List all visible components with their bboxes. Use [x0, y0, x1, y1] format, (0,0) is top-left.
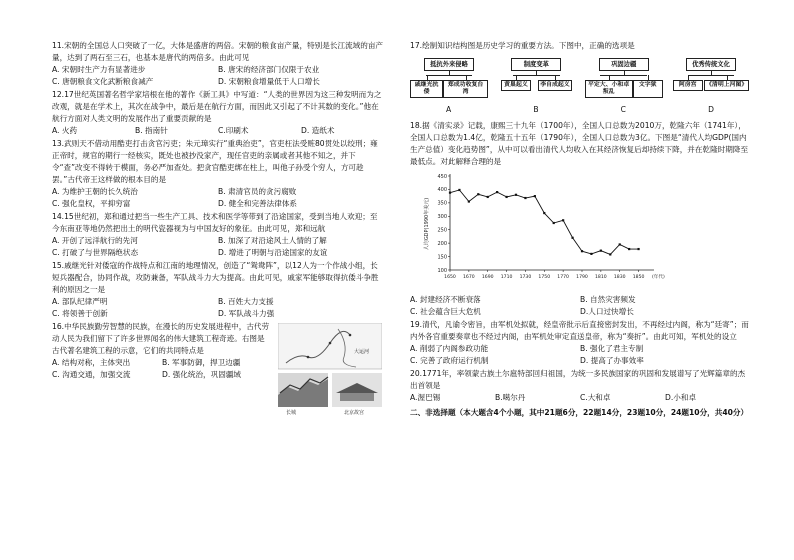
question-15 — [52, 260, 384, 320]
diagram-child: 阿房宫 — [673, 80, 703, 91]
option-b[interactable]: B. 自然灾害频发 — [580, 294, 636, 304]
x-tick-label: 1830 — [613, 274, 626, 280]
y-tick-label: 400 — [437, 187, 447, 194]
question-stem: 14.15世纪初，郑和通过把当一些生产工具、技术和医学等带到了沿途国家，受到当地人欢迎；至今东南亚等地仍然把出土的明代瓷器视为与中国友好的象征。由此可见，郑和远航 — [52, 211, 378, 233]
option-b[interactable]: B. 百姓大力支援 — [218, 296, 274, 306]
canal-map-frame — [278, 323, 382, 369]
diagram-child: 《清明上河图》 — [704, 80, 749, 91]
option-b[interactable]: B. 指南针 — [135, 125, 168, 135]
option-d[interactable]: D.人口过快增长 — [580, 306, 634, 316]
question-stem: 11.宋朝的全国总人口突破了一亿，大体是盛唐的两倍。宋朝的粮食亩产量，特别是长江流域的亩产量，达到了两石至三石，也基本是唐代的两倍多。由此可见 — [52, 41, 384, 62]
option-d[interactable]: D. 军队战斗力强 — [218, 308, 275, 318]
chart-xlabel: (年代) — [652, 274, 665, 280]
options — [410, 294, 750, 318]
option-d[interactable]: D. 强化统治，巩固疆域 — [162, 369, 242, 379]
diagram-top: 巩固边疆 — [599, 58, 649, 71]
data-point — [524, 197, 526, 199]
data-point — [505, 196, 507, 198]
chart-series — [449, 189, 640, 256]
option-c[interactable]: C.大和卓 — [580, 392, 611, 402]
y-tick-label: 100 — [437, 267, 447, 274]
options — [410, 392, 750, 404]
option-c[interactable]: C. 完善了政府运行机制 — [410, 355, 489, 365]
x-tick-label: 1810 — [595, 274, 607, 280]
option-a[interactable]: A. 部队纪律严明 — [52, 296, 108, 306]
diagram-child: 黄巢起义 — [501, 80, 531, 91]
question-stem: 20.1771年，率领蒙古族土尔扈特部回归祖国，为统一多民族国家的巩固和发展谱写了光辉篇章的杰出首领是 — [410, 368, 746, 390]
data-point — [619, 243, 621, 245]
option-a[interactable]: A. 宋朝时生产力有显著进步 — [52, 64, 146, 74]
options — [52, 357, 272, 381]
question-stem: 16.中华民族勤劳智慧的民族，在漫长的历史发展进程中，古代劳动人民为我们留下了许多世界闻名的伟大建筑工程奇迹。右图是古代著名建筑工程的示意，它们的共同特点是 — [52, 321, 270, 355]
gdp-line-chart — [420, 170, 670, 288]
data-point — [468, 200, 470, 202]
x-tick-label: 1730 — [519, 274, 532, 280]
option-d[interactable]: D. 提高了办事效率 — [580, 355, 644, 365]
data-point — [496, 191, 498, 193]
map-dot — [329, 341, 332, 344]
option-a[interactable]: A. 为维护王朝的长久统治 — [52, 186, 138, 196]
x-tick-label: 1690 — [481, 274, 494, 280]
y-tick-label: 300 — [437, 213, 447, 220]
option-c[interactable]: C. 沟通交通，加强交流 — [52, 369, 131, 379]
question-16 — [52, 321, 384, 415]
right-column — [410, 40, 750, 419]
question-stem: 15.戚继光针对倭寇的作战特点和江南的地理情况，创造了“鸳鸯阵”，以12人为一个作战小组，长短兵器配合，协同作战，攻防兼备，军队战斗力大为提高。由此可见，戚家军能够取得抗倭斗争胜利的原因之一是 — [52, 260, 379, 294]
data-point — [637, 248, 639, 250]
x-tick-label: 1650 — [444, 274, 456, 280]
data-point — [477, 193, 479, 195]
option-c[interactable]: C. 社会蕴含巨大危机 — [410, 306, 481, 316]
option-c[interactable]: C.印刷术 — [218, 125, 249, 135]
question-19 — [410, 319, 750, 367]
diagram-top: 制度变革 — [511, 58, 561, 71]
options — [52, 64, 384, 88]
diagram-top: 优秀传统文化 — [686, 58, 736, 71]
question-stem: 13.武则天不借动用酷吏打击贪官污吏；朱元璋实行“重典治吏”，官吏枉法受赃80贯处以绞刑；雍正帝时，规官的期行一经核实，既处也被抄没家产，现任官吏的亲属或者其他不知之，并下令“查”改变不得转于模面，务必严加查处。把贪官酷吏绑在柱上，叫他子孙受个穷人，方可趁罢。”古代帝王这样做的根本目的是 — [52, 138, 378, 184]
x-tick-label: 1670 — [463, 274, 475, 280]
data-point — [487, 196, 489, 198]
palace-hall — [340, 393, 374, 401]
option-b[interactable]: B. 加深了对沿途风土人情的了解 — [218, 235, 327, 245]
option-c[interactable]: C. 将领善于创新 — [52, 308, 108, 318]
question-stem: 17.绘制知识结构图是历史学习的重要方法。下图中，正确的选项是 — [410, 41, 635, 50]
option-a[interactable]: A. 封建经济不断衰落 — [410, 294, 481, 304]
data-point — [458, 189, 460, 191]
option-d[interactable]: D — [708, 104, 714, 114]
option-c[interactable]: C. 唐朝粮食文化武断粮食减产 — [52, 76, 154, 86]
question-stem: 19.清代，凡谕令密旨，由军机处拟就，经皇帝批示后直接密封发出，不再经过内阁，称为“廷寄”；而内外各官重要奏章也不经过内阁，由军机处审定直送皇帝，称为“奏折”。由此可知，军机处的设立 — [410, 319, 749, 341]
structure-diagrams — [410, 58, 750, 102]
option-a[interactable]: A. 火药 — [52, 125, 78, 135]
question-18 — [410, 120, 750, 318]
option-b[interactable]: B. 唐宋的经济部门仅限于农业 — [218, 64, 320, 74]
diagram-b[interactable] — [497, 58, 575, 102]
x-tick-label: 1710 — [500, 274, 513, 280]
data-point — [562, 219, 564, 221]
option-d[interactable]: D. 增进了明朝与沿途国家的友谊 — [218, 247, 328, 257]
question-20 — [410, 368, 750, 404]
y-tick-label: 150 — [437, 254, 447, 261]
question-12 — [52, 89, 384, 137]
option-d[interactable]: D. 健全和完善法律体系 — [218, 198, 298, 208]
diagram-child: 郑成功收复台湾 — [443, 80, 488, 98]
question-17 — [410, 40, 750, 116]
option-a[interactable]: A. 结构对称，主体突出 — [52, 357, 131, 367]
section-2-title: 二、非选择题（本大题含4个小题，其中21题6分，22题14分，23题10分，24题10分，共40分） — [410, 407, 749, 417]
diagram-child: 戚继光抗倭 — [410, 80, 443, 98]
data-point — [628, 248, 630, 250]
y-tick-label: 350 — [437, 200, 447, 207]
map-dot — [349, 333, 352, 336]
data-point — [581, 250, 583, 252]
diagram-a[interactable] — [410, 58, 488, 102]
y-tick-label: 250 — [437, 227, 447, 234]
option-c[interactable]: C. 强化皇权，平抑穷富 — [52, 198, 131, 208]
gdp-series-line — [450, 190, 639, 254]
question-16-text — [52, 321, 272, 381]
question-11 — [52, 40, 384, 88]
option-b[interactable]: B. 强化了君主专制 — [580, 343, 644, 353]
data-point — [515, 194, 517, 196]
option-b[interactable]: B. 肃清官员的贪污腐败 — [218, 186, 297, 196]
diagram-labels — [410, 104, 750, 116]
options — [52, 235, 384, 259]
diagram-c[interactable] — [585, 58, 663, 102]
fig-label-palace: 北京故宫 — [344, 409, 365, 415]
options — [52, 296, 384, 320]
option-b[interactable]: B.噶尔丹 — [495, 392, 526, 402]
option-a[interactable]: A. 开创了远洋航行的先河 — [52, 235, 138, 245]
fig-label-wall: 长城 — [286, 409, 297, 415]
fig-label-canal: 大运河 — [354, 348, 370, 355]
option-c[interactable]: C — [620, 104, 626, 114]
chart-ylabel: 人均GDP(1990年美元) — [424, 197, 430, 251]
option-d[interactable]: D.小和卓 — [665, 392, 697, 402]
diagram-d[interactable] — [672, 58, 750, 102]
options — [52, 125, 384, 137]
chart-ticks — [437, 174, 644, 280]
question-stem: 12.17世纪英国著名哲学家培根在他的著作《新工具》中写道：“人类的世界因为这三种发明而为之改观，就是在学术上，其次在战争中，最后是在航行方面，而因此又引起了不计其数的变化。”他在航行方面对人类文明的发展作出了重要贡献的是 — [52, 89, 382, 123]
diagram-child: 文字狱 — [633, 80, 663, 98]
data-point — [534, 195, 536, 197]
data-point — [571, 237, 573, 239]
diagram-top: 抵抗外来侵略 — [424, 58, 474, 71]
chart-axes — [450, 174, 654, 270]
map-dot — [307, 355, 310, 358]
option-d[interactable]: D. 造纸术 — [301, 125, 335, 135]
data-point — [600, 249, 602, 251]
y-tick-label: 450 — [437, 173, 447, 180]
data-point — [449, 191, 451, 193]
diagram-child: 平定大、小和卓叛乱 — [585, 80, 633, 98]
ancient-buildings-figure — [278, 323, 382, 415]
question-stem: 18.据《清实录》记载，康熙三十九年（1700年），全国人口总数为2010万，乾隆六年（1741年），全国人口总数为1.4亿，乾隆五十五年（1790年），全国人口总数为3亿。下图是“清代人均GDP(国内生产总值）变化趋势图”，从中可以看出清代人均收入在其经济恢复后却持续下降，并在乾隆时期降至最低点。对此解释合理的是 — [410, 120, 749, 166]
question-13 — [52, 138, 384, 210]
data-point — [590, 253, 592, 255]
left-column — [52, 40, 384, 415]
data-point — [553, 222, 555, 224]
data-point — [609, 253, 611, 255]
options — [410, 343, 750, 367]
option-b[interactable]: B — [533, 104, 539, 114]
x-tick-label: 1790 — [576, 274, 588, 280]
data-point — [543, 212, 545, 214]
diagram-child: 李自成起义 — [538, 80, 571, 91]
y-tick-label: 200 — [437, 240, 447, 247]
option-d[interactable]: D. 宋朝粮食增量低于人口增长 — [218, 76, 320, 86]
option-a[interactable]: A.渥巴锡 — [410, 392, 441, 402]
x-tick-label: 1750 — [538, 274, 551, 280]
option-c[interactable]: C. 打破了与世界隔绝状态 — [52, 247, 139, 257]
option-a[interactable]: A. 削弱了内阁参政功能 — [410, 343, 489, 353]
options — [52, 186, 384, 210]
option-a[interactable]: A — [446, 104, 452, 114]
question-14 — [52, 211, 384, 259]
option-b[interactable]: B. 军事防御，捍卫边疆 — [162, 357, 241, 367]
x-tick-label: 1850 — [632, 274, 645, 280]
x-tick-label: 1770 — [557, 274, 569, 280]
